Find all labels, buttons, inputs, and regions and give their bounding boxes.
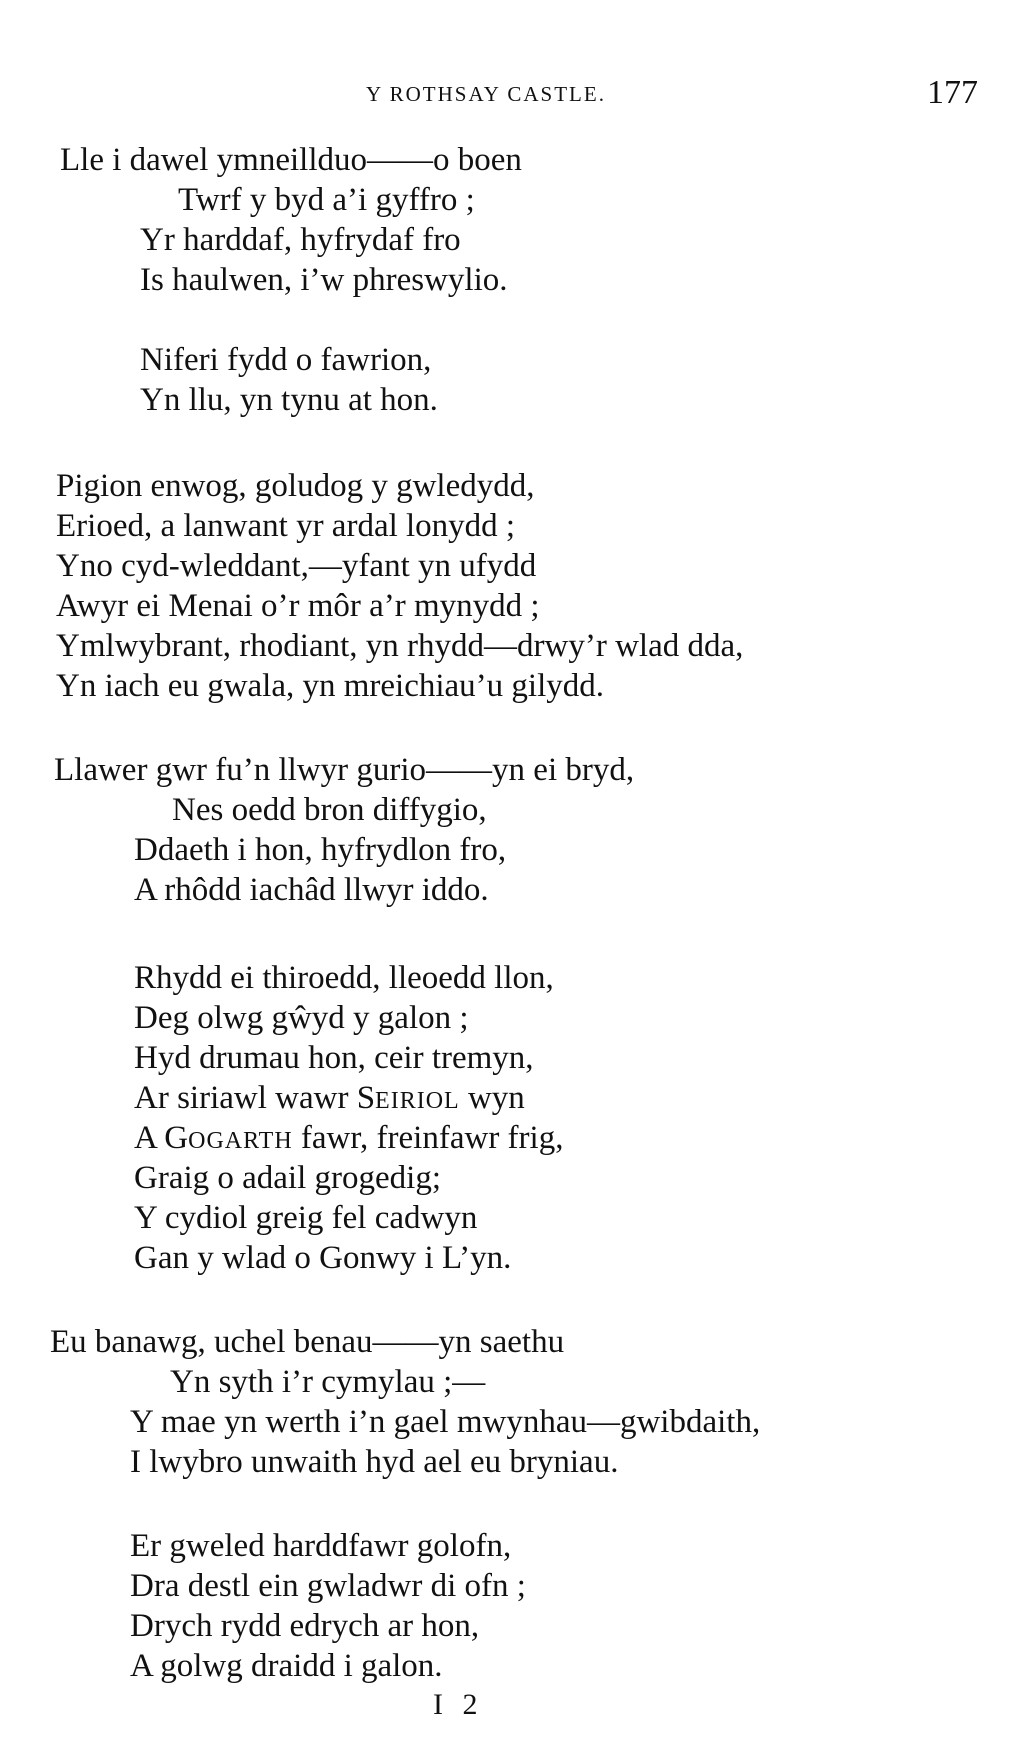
poem-line: Gan y wlad o Gonwy i L’yn.	[134, 1240, 512, 1276]
poem-line: Lle i dawel ymneillduo——o boen	[60, 142, 522, 178]
poem-line-text: Ar siriawl wawr	[134, 1080, 357, 1116]
poem-line: Awyr ei Menai o’r môr a’r mynydd ;	[56, 588, 540, 624]
poem-line: Deg olwg gŵyd y galon ;	[134, 1000, 469, 1036]
poem-line: Twrf y byd a’i gyffro ;	[178, 182, 475, 218]
proper-name-cap: G	[164, 1120, 189, 1156]
page-header	[0, 74, 1020, 118]
poem-line-text: wyn	[459, 1080, 525, 1116]
poem-line: Er gweled harddfawr golofn,	[130, 1528, 512, 1564]
poem-line: Dra destl ein gwladwr di ofn ;	[130, 1568, 526, 1604]
poem-line-text: fawr, freinfawr frig,	[292, 1120, 564, 1156]
poem-line: Rhydd ei thiroedd, lleoedd llon,	[134, 960, 554, 996]
poem-line: Yno cyd-wleddant,—yfant yn ufydd	[56, 548, 537, 584]
poem-line: Drych rydd edrych ar hon,	[130, 1608, 480, 1644]
poem-line: Niferi fydd o fawrion,	[140, 342, 432, 378]
poem-line: A golwg draidd i galon.	[130, 1648, 443, 1684]
poem-line: Y cydiol greig fel cadwyn	[134, 1200, 478, 1236]
page-number: 177	[927, 74, 978, 111]
poem-line: Erioed, a lanwant yr ardal lonydd ;	[56, 508, 516, 544]
poem-line: Eu banawg, uchel benau——yn saethu	[50, 1324, 565, 1360]
poem-line: Ymlwybrant, rhodiant, yn rhydd—drwy’r wlad dda,	[56, 628, 744, 664]
poem-line: Yr harddaf, hyfrydaf fro	[140, 222, 461, 258]
poem-line: Graig o adail grogedig;	[134, 1160, 441, 1196]
poem-line-text: A	[134, 1120, 165, 1156]
poem-line: Hyd drumau hon, ceir tremyn,	[134, 1040, 534, 1076]
poem-line: Ddaeth i hon, hyfrydlon fro,	[134, 832, 507, 868]
proper-name-cap: S	[356, 1080, 376, 1116]
poem-line: I lwybro unwaith hyd ael eu bryniau.	[130, 1444, 619, 1480]
poem-line: A rhôdd iachâd llwyr iddo.	[134, 872, 489, 908]
poem-line: Y mae yn werth i’n gael mwynhau—gwibdaith,	[130, 1404, 761, 1440]
poem-line: Is haulwen, i’w phreswylio.	[140, 262, 508, 298]
poem-line	[134, 1118, 563, 1158]
proper-name-small-caps: EIRIOL	[375, 1088, 460, 1114]
running-title: Y ROTHSAY CASTLE.	[366, 82, 606, 106]
poem-line: Llawer gwr fu’n llwyr gurio——yn ei bryd,	[54, 752, 635, 788]
poem-line: Pigion enwog, goludog y gwledydd,	[56, 468, 535, 504]
poem-line: Yn iach eu gwala, yn mreichiau’u gilydd.	[56, 668, 604, 704]
poem-line: Nes oedd bron diffygio,	[172, 792, 487, 828]
signature-mark: I 2	[433, 1688, 484, 1721]
poem-line	[134, 1078, 525, 1118]
proper-name-small-caps: OGARTH	[188, 1128, 293, 1154]
poem-line: Yn syth i’r cymylau ;—	[170, 1364, 486, 1400]
poem-line: Yn llu, yn tynu at hon.	[140, 382, 438, 418]
